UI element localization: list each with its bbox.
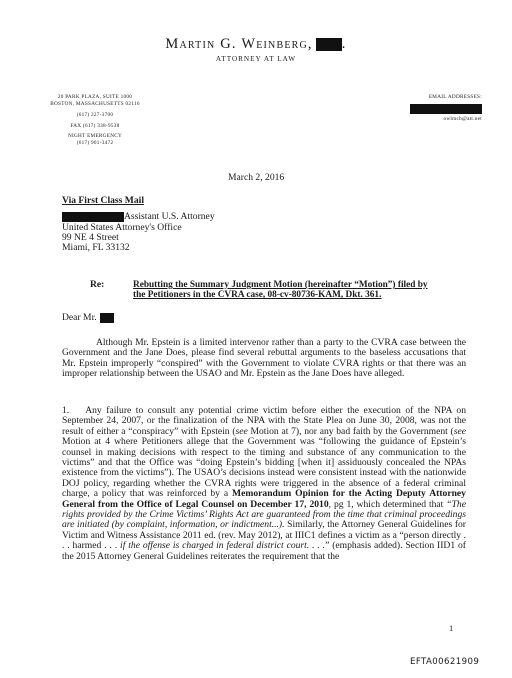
letterhead-address: 20 PARK PLAZA, SUITE 1000 BOSTON, MASSACHUSETTS 02116 (617) 227-3700 FAX (617) 338-9538 NIGHT EMERGENCY (617) 901-3472 (50, 94, 140, 146)
letter-date: March 2, 2016 (228, 172, 285, 183)
salutation: Dear Mr. (62, 313, 114, 324)
letterhead-name: Martin G. Weinberg, . (165, 36, 347, 52)
redaction-bar (316, 38, 342, 51)
recipient-block: Assistant U.S. Attorney United States Attorney's Office 99 NE 4 Street Miami, FL 33132 (62, 211, 215, 254)
letterhead-title: ATTORNEY AT LAW (215, 55, 297, 63)
redaction-bar (410, 104, 482, 114)
re-label: Re: (90, 279, 105, 290)
memo-reference: Memorandum Opinion for the Acting Deputy Attorney General from the Office of Legal Counsel on December 17, 2010 (62, 488, 466, 510)
redaction-bar (100, 313, 114, 323)
letterhead-email: EMAIL ADDRESSES: owlmcb@att.net (400, 94, 482, 122)
paragraph-2: 1. Any failure to consult any potential crime victim before either the execution of the NPA on September 24, 2007, or the finalization of the NPA with the State Plea on June 30, 2008, was not the result of either a “conspiracy” with Epstein (see Motion at 7), nor any bad faith by the Government (see Motion at 4 where Petitioners allege that the Government was “following the guidance of Epstein’s counsel in making decisions with respect to the timing and substance of any communication to the victims” and that the Office was “doing Epstein’s bidding [when it] assiduously concealed the NPAs existence from the victims”). The USAO’s decisions instead were consistent instead with the nationwide DOJ policy, regarding whether the CVRA rights were triggered in the absence of a federal criminal charge, a policy that was reinforced by a Memorandum Opinion for the Acting Deputy Attorney General from the Office of Legal Counsel on December 17, 2010, pg 1, which determined that “The rights provided by the Crime Victims’ Rights Act are guaranteed from the time that criminal proceedings are initiated (by complaint, information, or indictment...). Similarly, the Attorney General Guidelines for Victim and Witness Assistance 2011 ed. (rev. May 2012), at IIIC1 defines a victim as a “person directly . . . harmed . . . if the offense is charged in federal district court. . . .” (emphasis added). Section IID1 of the 2015 Attorney General Guidelines reiterates the requirement that the (62, 405, 466, 562)
delivery-method: Via First Class Mail (62, 195, 144, 206)
paragraph-1: Although Mr. Epstein is a limited intervenor rather than a party to the CVRA case between the Government and the Jane Does, please find several rebuttal arguments to the baseless accusations that Mr. Epstein improperly “conspired” with the Government to violate CVRA rights or that there was an improper relationship between the USAO and Mr. Epstein as the Jane Does have alleged. (62, 337, 466, 380)
redaction-bar (62, 212, 124, 222)
page-number: 1 (449, 623, 454, 633)
re-subject: Rebutting the Summary Judgment Motion (hereinafter “Motion”) filed by the Petitioners in the CVRA case, 08-cv-80736-KAM, Dkt. 361. (133, 280, 428, 301)
bates-number: EFTA00621909 (410, 657, 480, 667)
